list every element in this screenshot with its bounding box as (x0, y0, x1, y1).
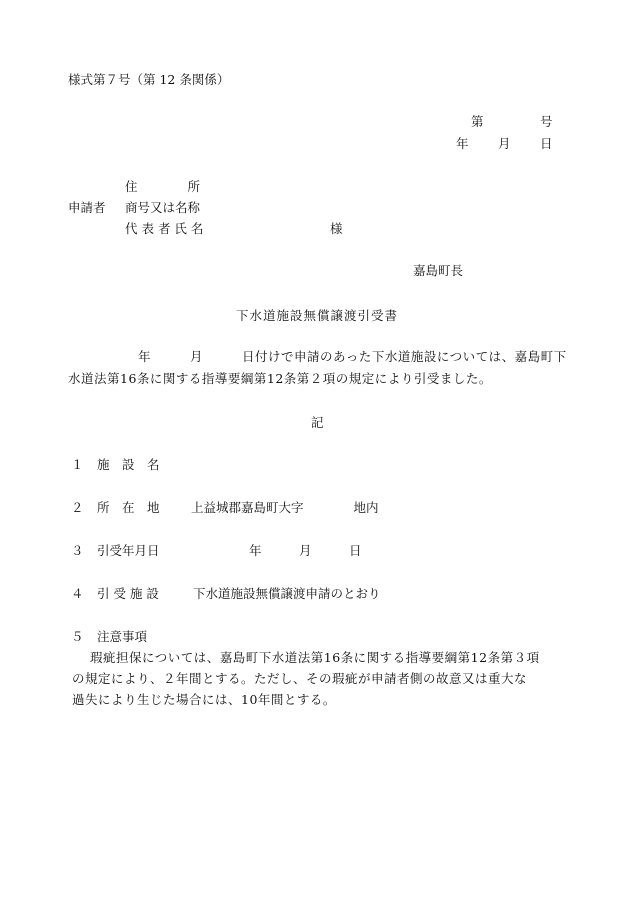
doc-number-dai: 第 (471, 114, 484, 129)
item-3-no: ３ (71, 543, 84, 558)
honorific-sama: 様 (330, 221, 343, 236)
doc-date-year: 年 (456, 136, 469, 151)
item-3-label: 引受年月日 (97, 543, 160, 558)
document-title: 下水道施設無償譲渡引受書 (236, 308, 399, 323)
item-4-value: 下水道施設無償譲渡申請のとおり (193, 586, 381, 601)
applicant-representative-label: 代 表 者 氏 名 (125, 221, 204, 236)
issuer: 嘉島町長 (413, 263, 464, 278)
item-5-no: ５ (71, 629, 84, 644)
item-5-label: 注意事項 (97, 629, 148, 644)
item-1-label: 施 設 名 (97, 457, 160, 472)
applicant-label: 申請者 (68, 200, 106, 215)
item-3-value: 年 月 日 (249, 543, 362, 558)
note-line-3: 過失により生じた場合には、10年間とする。 (72, 692, 336, 707)
item-2-no: ２ (71, 500, 84, 515)
note-line-2: の規定により、２年間とする。ただし、その瑕疵が申請者側の故意又は重大な (72, 671, 528, 686)
note-line-1: 瑕疵担保については、嘉島町下水道法第16条に関する指導要綱第12条第３項 (90, 650, 540, 665)
item-2-value: 上益城郡嘉島町大字 地内 (191, 500, 379, 515)
doc-number-go: 号 (540, 114, 553, 129)
doc-date-day: 日 (540, 136, 553, 151)
applicant-address-label: 住 所 (125, 179, 201, 194)
applicant-company-label: 商号又は名称 (125, 200, 201, 215)
body-line-2: 水道法第16条に関する指導要綱第12条第２項の規定により引受ました。 (68, 371, 492, 386)
item-1-no: １ (71, 457, 84, 472)
doc-date-month: 月 (498, 136, 511, 151)
body-line-1: 年 月 日付けで申請のあった下水道施設については、嘉島町下 (138, 349, 567, 364)
form-label: 様式第７号（第 12 条関係） (68, 72, 230, 87)
ki-heading: 記 (311, 415, 324, 430)
item-4-no: ４ (71, 586, 84, 601)
item-4-label: 引 受 施 設 (97, 586, 159, 601)
item-2-label: 所 在 地 (97, 500, 160, 515)
